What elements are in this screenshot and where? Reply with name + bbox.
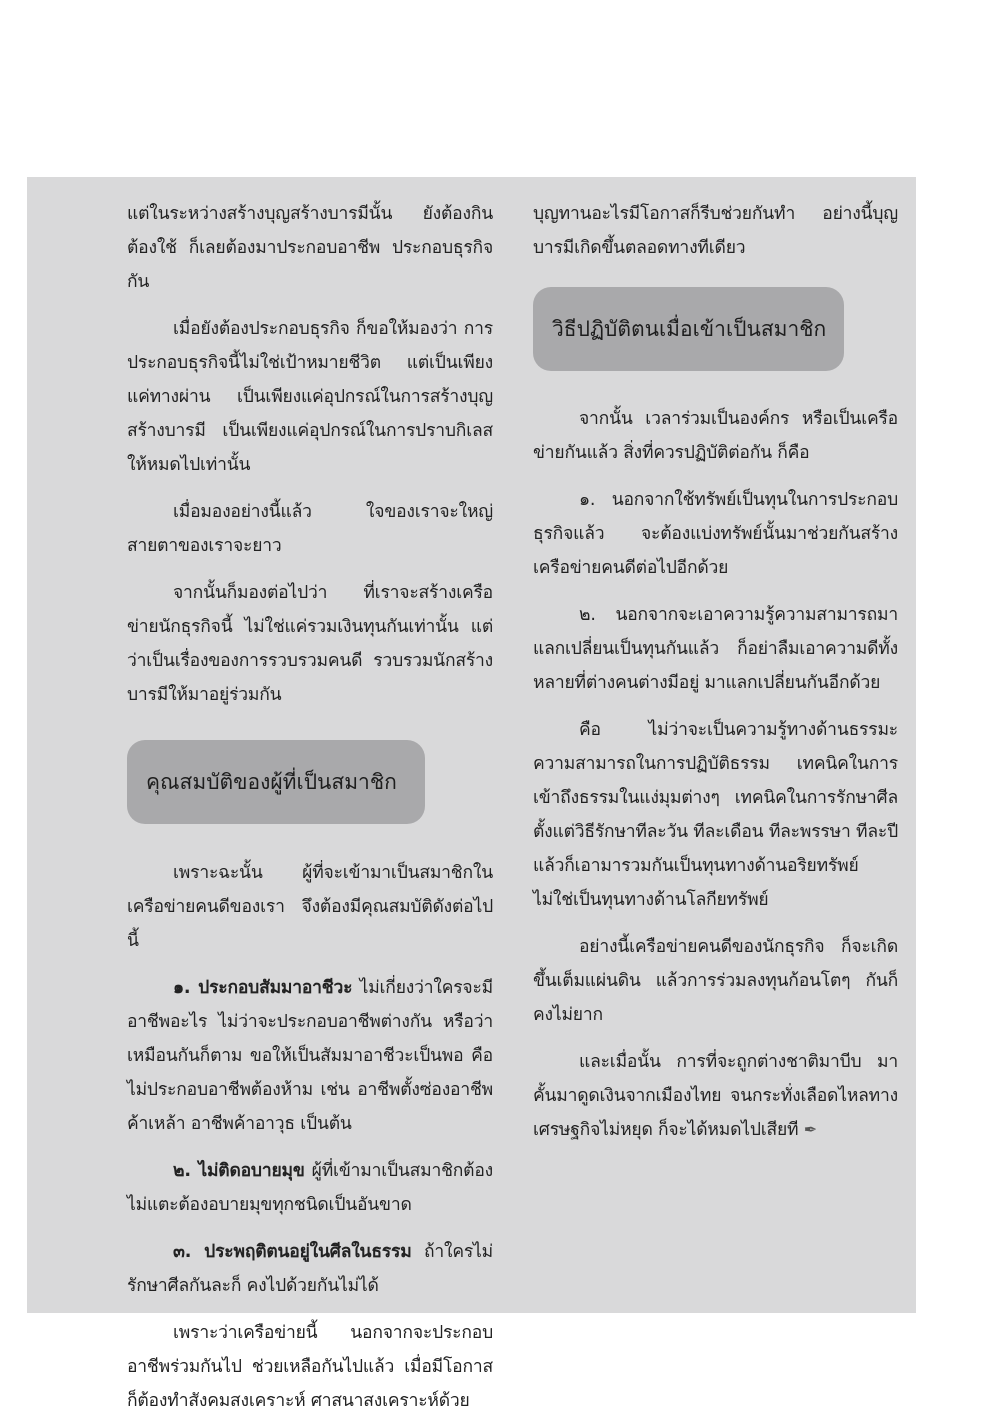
left-column: [127, 197, 493, 1418]
list-item-text: ผู้ที่เข้ามาเป็นสมาชิกต้องไม่แตะต้องอบายมุขทุกชนิดเป็นอันขาด: [127, 1161, 493, 1215]
end-mark-icon: ✒: [803, 1120, 817, 1139]
paragraph: แต่ในระหว่างสร้างบุญสร้างบารมีนั้น ยังต้องกินต้องใช้ ก็เลยต้องมาประกอบอาชีพ ประกอบธุรกิจกัน: [127, 204, 493, 292]
paragraph: จากนั้นก็มองต่อไปว่า ที่เราจะสร้างเครือข่ายนักธุรกิจนี้ ไม่ใช่แค่รวมเงินทุนกันเท่านั้น แต่ว่าเป็นเรื่องของการรวบรวมคนดี รวบรวมนักสร้างบารมีให้มาอยู่ร่วมกัน: [127, 583, 493, 705]
paragraph: ๒. นอกจากจะเอาความรู้ความสามารถมาแลกเปลี่ยนเป็นทุนกันแล้ว ก็อย่าลืมเอาความดีทั้งหลายที่ต่างคนต่างมีอยู่ มาแลกเปลี่ยนกันอีกด้วย: [533, 605, 898, 693]
paragraph: ๑. นอกจากใช้ทรัพย์เป็นทุนในการประกอบธุรกิจแล้ว จะต้องแบ่งทรัพย์นั้นมาช่วยกันสร้างเครือข่ายคนดีต่อไปอีกด้วย: [533, 490, 898, 578]
section-heading: วิธีปฏิบัติตนเมื่อเข้าเป็นสมาชิก: [552, 316, 827, 341]
paragraph: จากนั้น เวลาร่วมเป็นองค์กร หรือเป็นเครือข่ายกันแล้ว สิ่งที่ควรปฏิบัติต่อกัน ก็คือ: [533, 409, 898, 463]
right-column: [533, 197, 898, 1147]
paragraph: เพราะฉะนั้น ผู้ที่จะเข้ามาเป็นสมาชิกในเครือข่ายคนดีของเรา จึงต้องมีคุณสมบัติดังต่อไปนี้: [127, 863, 493, 951]
section-heading-box: [533, 287, 844, 371]
paragraph: เพราะว่าเครือข่ายนี้ นอกจากจะประกอบอาชีพร่วมกันไป ช่วยเหลือกันไปแล้ว เมื่อมีโอกาสก็ต้องทำสังคมสงเคราะห์ ศาสนาสงเคราะห์ด้วย: [127, 1323, 493, 1411]
paragraph-text: และเมื่อนั้น การที่จะถูกต่างชาติมาบีบ มาคั้นมาดูดเงินจากเมืองไทย จนกระทั่งเลือดไหลทางเศรษฐกิจไม่หยุด ก็จะได้หมดไปเสียที: [533, 1052, 898, 1140]
section-heading: คุณสมบัติของผู้ที่เป็นสมาชิก: [146, 769, 397, 794]
section-heading-box: [127, 740, 425, 824]
list-item-text: ถ้าใครไม่รักษาศีลกันละก็ คงไปด้วยกันไม่ได้: [127, 1242, 493, 1296]
list-item-text: ไม่เกี่ยงว่าใครจะมีอาชีพอะไร ไม่ว่าจะประกอบอาชีพต่างกัน หรือว่าเหมือนกันก็ตาม ขอให้เป็นสัมมาอาชีวะเป็นพอ คือ ไม่ประกอบอาชีพต้องห้าม เช่น อาชีพตั้งซ่องอาชีพค้าเหล้า อาชีพค้าอาวุธ เป็นต้น: [127, 978, 493, 1134]
list-item: [127, 1154, 493, 1222]
paragraph: เมื่อมองอย่างนี้แล้ว ใจของเราจะใหญ่ สายตาของเราจะยาว: [127, 502, 493, 556]
paragraph: อย่างนี้เครือข่ายคนดีของนักธุรกิจ ก็จะเกิดขึ้นเต็มแผ่นดิน แล้วการร่วมลงทุนก้อนโตๆ กันก็คงไม่ยาก: [533, 937, 898, 1025]
list-item: [127, 1235, 493, 1303]
list-item-title: ๑. ประกอบสัมมาอาชีวะ: [173, 978, 353, 998]
list-item-title: ๓. ประพฤติตนอยู่ในศีลในธรรม: [173, 1242, 412, 1262]
paragraph: เมื่อยังต้องประกอบธุรกิจ ก็ขอให้มองว่า การประกอบธุรกิจนี้ไม่ใช่เป้าหมายชีวิต แต่เป็นเพียงแค่ทางผ่าน เป็นเพียงแค่อุปกรณ์ในการสร้างบุญสร้างบารมี เป็นเพียงแค่อุปกรณ์ในการปราบกิเลสให้หมดไปเท่านั้น: [127, 319, 493, 475]
list-item-title: ๒. ไม่ติดอบายมุข: [173, 1161, 305, 1181]
paragraph: คือ ไม่ว่าจะเป็นความรู้ทางด้านธรรมะ ความสามารถในการปฏิบัติธรรม เทคนิคในการเข้าถึงธรรมในแง่มุมต่างๆ เทคนิคในการรักษาศีลตั้งแต่วิธีรักษาทีละวัน ทีละเดือน ทีละพรรษา ทีละปี แล้วก็เอามารวมกันเป็นทุนทางด้านอริยทรัพย์ ไม่ใช่เป็นทุนทางด้านโลกียทรัพย์: [533, 720, 898, 910]
paragraph: บุญทานอะไรมีโอกาสก็รีบช่วยกันทำ อย่างนี้บุญบารมีเกิดขึ้นตลอดทางทีเดียว: [533, 204, 898, 258]
list-item: [127, 971, 493, 1141]
paragraph: [533, 1045, 898, 1147]
